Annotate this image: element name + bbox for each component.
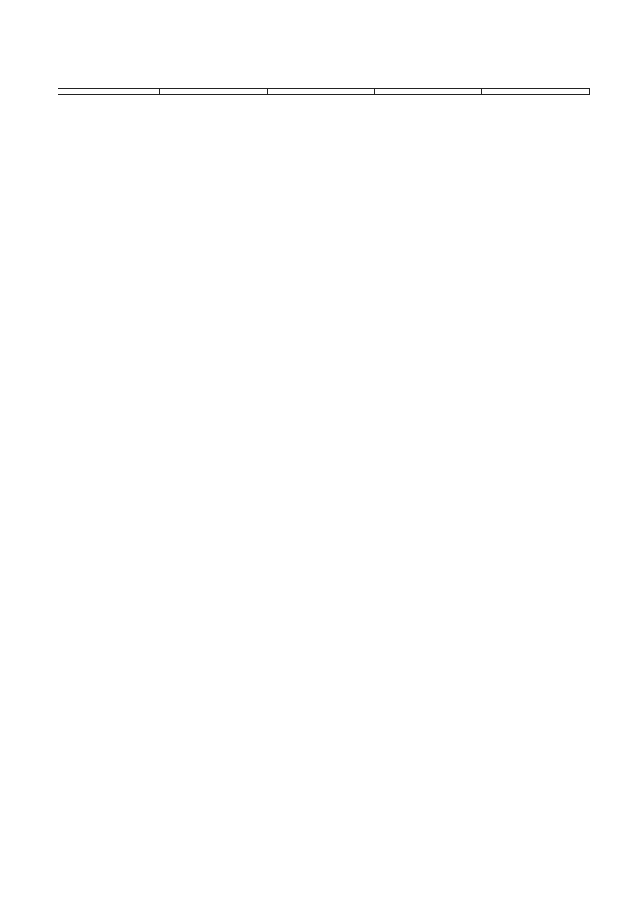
header-2009 [267, 89, 374, 95]
population-table [58, 88, 590, 95]
document-body [66, 66, 584, 113]
header-blank [58, 89, 160, 95]
table-header-row [58, 89, 590, 95]
header-2010 [374, 89, 481, 95]
header-2011 [482, 89, 590, 95]
header-unit [160, 89, 267, 95]
